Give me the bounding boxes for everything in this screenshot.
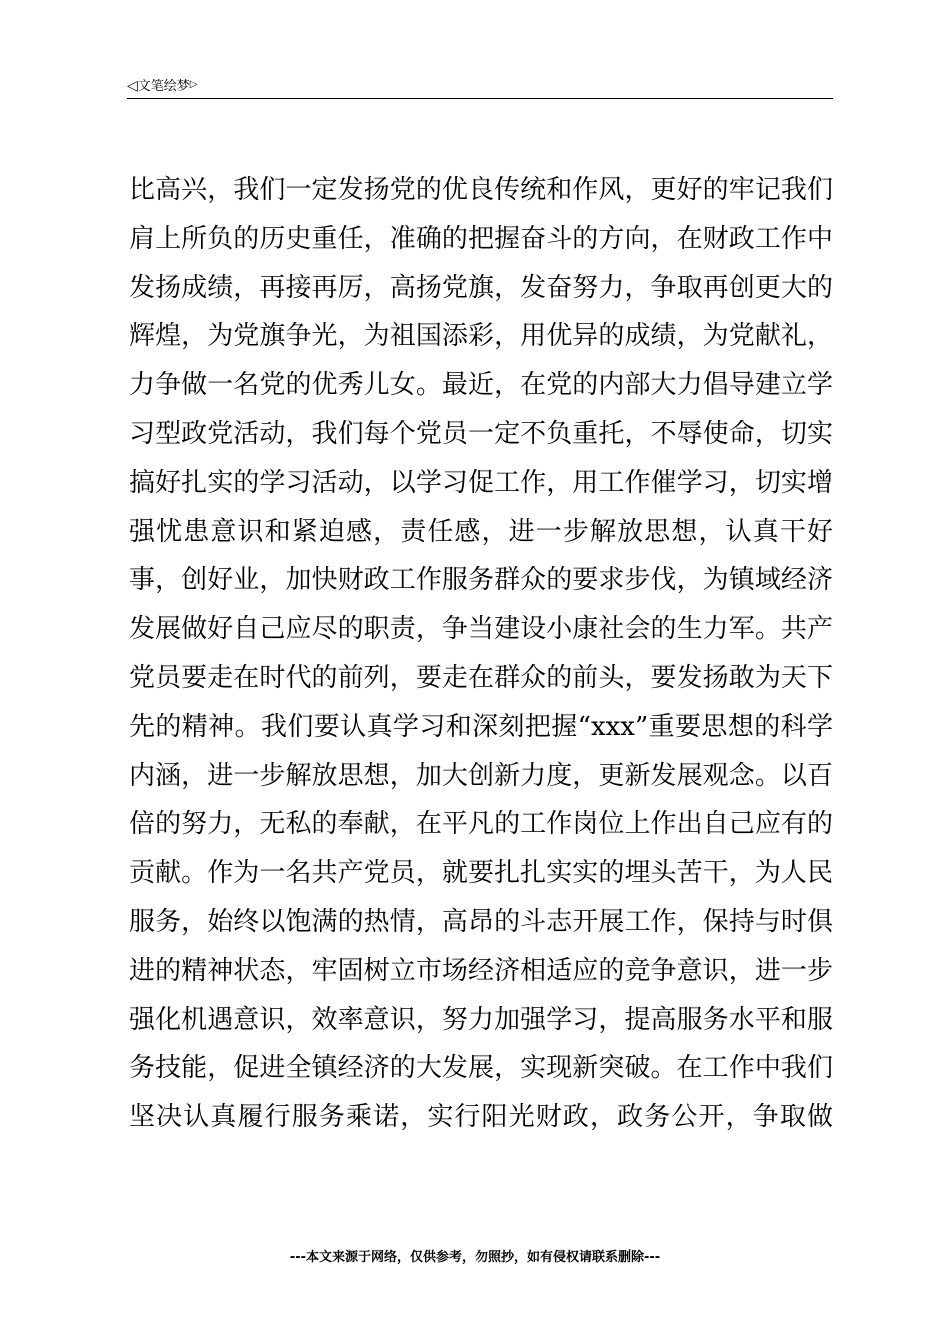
header-title bbox=[127, 76, 198, 96]
header-title-text: 文笔绘梦 bbox=[137, 79, 190, 94]
right-triangle-icon: ▷ bbox=[189, 79, 198, 90]
left-triangle-icon: ◁ bbox=[127, 78, 138, 94]
body-line: 搞好扎实的学习活动，以学习促工作，用工作催学习，切实增 bbox=[129, 467, 833, 498]
body-line: 发展做好自己应尽的职责，争当建设小康社会的生力军。共产 bbox=[129, 614, 833, 645]
body-line: 服务，始终以饱满的热情，高昂的斗志开展工作，保持与时俱 bbox=[129, 906, 833, 937]
body-line: 先的精神。我们要认真学习和深刻把握“xxx”重要思想的科学 bbox=[129, 711, 833, 742]
body-line: 肩上所负的历史重任，准确的把握奋斗的方向，在财政工作中 bbox=[129, 223, 833, 254]
body-line: 务技能，促进全镇经济的大发展，实现新突破。在工作中我们 bbox=[129, 1053, 833, 1084]
body-line: 发扬成绩，再接再厉，高扬党旗，发奋努力，争取再创更大的 bbox=[129, 272, 833, 303]
body-line: 辉煌，为党旗争光，为祖国添彩，用优异的成绩，为党献礼， bbox=[129, 321, 833, 352]
body-line: 事，创好业，加快财政工作服务群众的要求步伐，为镇域经济 bbox=[129, 565, 833, 596]
body-line: 习型政党活动，我们每个党员一定不负重托，不辱使命，切实 bbox=[129, 418, 833, 449]
body-line: 强忧患意识和紧迫感，责任感，进一步解放思想，认真干好 bbox=[129, 516, 833, 547]
body-line: 贡献。作为一名共产党员，就要扎扎实实的埋头苦干，为人民 bbox=[129, 858, 833, 889]
body-line: 党员要走在时代的前列，要走在群众的前头，要发扬敢为天下 bbox=[129, 662, 833, 693]
document-body bbox=[129, 166, 833, 1142]
page-header bbox=[127, 76, 833, 99]
page-footer-disclaimer: ---本文来源于网络，仅供参考，勿照抄，如有侵权请联系删除--- bbox=[289, 1250, 661, 1265]
body-line: 力争做一名党的优秀儿女。最近，在党的内部大力倡导建立学 bbox=[129, 370, 833, 401]
body-line: 内涵，进一步解放思想，加大创新力度，更新发展观念。以百 bbox=[129, 760, 833, 791]
body-line: 强化机遇意识，效率意识，努力加强学习，提高服务水平和服 bbox=[129, 1004, 833, 1035]
body-line: 进的精神状态，牢固树立市场经济相适应的竞争意识，进一步 bbox=[129, 955, 833, 986]
body-line: 倍的努力，无私的奉献，在平凡的工作岗位上作出自己应有的 bbox=[129, 809, 833, 840]
body-line: 比高兴，我们一定发扬党的优良传统和作风，更好的牢记我们 bbox=[129, 175, 833, 205]
body-line: 坚决认真履行服务乘诺，实行阳光财政，政务公开，争取做 bbox=[129, 1102, 833, 1133]
